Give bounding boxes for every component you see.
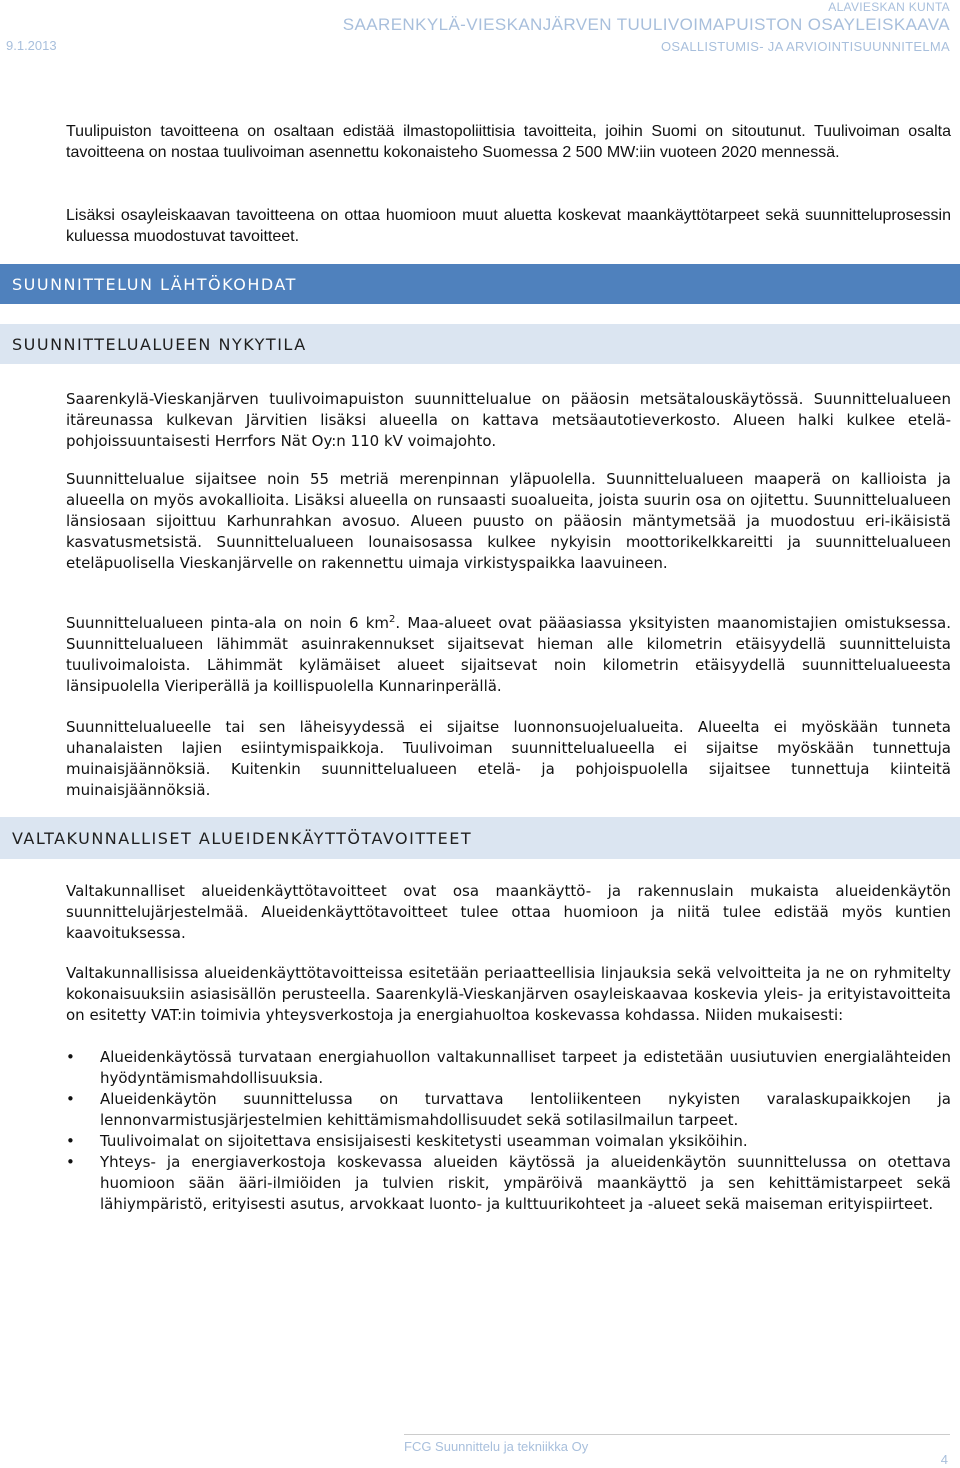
intro-paragraph-2: Lisäksi osayleiskaavan tavoitteena on ottaa huomioon muut aluetta koskevat maankäyttötarpeet sekä suunnitteluprosessin kuluessa muodostuvat tavoitteet.: [66, 207, 951, 245]
list-item: • Alueidenkäytön suunnittelussa on turvattava lentoliikenteen nykyisten varalaskupaikkojen ja lennonvarmistusjärjestelmien kehittämismahdollisuudet sekä sotilasilmailun tarpeet.: [66, 1089, 951, 1131]
vat-paragraph-2: Valtakunnallisissa alueidenkäyttötavoitteissa esitetään periaatteellisia linjauksia sekä velvoitteita ja ne on ryhmitelty kokonaisuuksiin asiasisällön perusteella. Saarenkylä-Vieskanjärven osayleiskaavaa koskevia yleis- ja erityistavoitteita on esitetty VAT:in toimivia yhteysverkostoja ja energiahuoltoa koskevassa kohdassa. Niiden mukaisesti:: [66, 964, 951, 1024]
footer-divider: [404, 1434, 950, 1435]
list-item: • Alueidenkäytössä turvataan energiahuollon valtakunnalliset tarpeet ja edistetään uusiutuvien energialähteiden hyödyntämismahdollisuuksia.: [66, 1047, 951, 1089]
header-organization: ALAVIESKAN KUNTA: [828, 0, 950, 14]
vat-paragraph-1: Valtakunnalliset alueidenkäyttötavoitteet ovat osa maankäyttö- ja rakennuslain mukaista alueidenkäytön suunnittelujärjestelmää. Alueidenkäyttötavoitteet tulee ottaa huomioon ja niitä tulee edistää myös kuntien kaavoituksessa.: [66, 882, 951, 942]
nykytila-paragraph-3: [66, 613, 951, 697]
nykytila-paragraph-1: Saarenkylä-Vieskanjärven tuulivoimapuiston suunnittelualue on pääosin metsätalouskäytössä. Suunnittelualueen itäreunassa kulkevan Järvitien lisäksi alueella on kattava metsäautotieverkosto. Alueen halki kulkee etelä-pohjoissuuntaisesti Herrfors Nät Oy:n 110 kV voimajohto.: [66, 390, 951, 450]
vat-bullet-list: [66, 1047, 951, 1215]
section-heading-alueidenkayttotavoitteet: VALTAKUNNALLISET ALUEIDENKÄYTTÖTAVOITTEET: [0, 817, 960, 859]
section-heading-lahtokohdat: SUUNNITTELUN LÄHTÖKOHDAT: [0, 264, 960, 304]
header-subtitle: OSALLISTUMIS- JA ARVIOINTISUUNNITELMA: [661, 39, 950, 54]
page-number: 4: [940, 1452, 948, 1467]
nykytila-paragraph-2: Suunnittelualue sijaitsee noin 55 metriä merenpinnan yläpuolella. Suunnittelualueen maaperä on kallioista ja alueella on myös avokallioita. Lisäksi alueella on runsaasti suoalueita, joista suurin osa on ojitettu. Suunnittelualueen länsiosaan sijoittuu Karhunrahkan avosuo. Alueen puusto on pääosin mäntymetsää ja muodostuu eri-ikäisistä kasvatusmetsistä. Suunnittelualueen lounaisosassa kulkee nykyisin moottorikelkkareitti ja suunnittelualueen eteläpuolisella Vieskanjärvelle on rakennettu uimaja virkistyspaikka laavuineen.: [66, 470, 951, 572]
area-text-end: . Maa-alueet ovat pääasiassa yksityisten maanomistajien omistuksessa. Suunnittelualueen lähimmät asuinrakennukset sijaitsevat hieman alle kilometrin etäisyydellä suunnitteluista tuulivoimaloista. Lähimmät kylämäiset alueet sijaitsevat noin kilometrin etäisyydellä suunnittelualueesta länsipuolella Vieriperällä ja koillispuolella Kunnarinperällä.: [66, 614, 952, 695]
intro-paragraph-1: Tuulipuiston tavoitteena on osaltaan edistää ilmastopoliittisia tavoitteita, joihin Suomi on sitoutunut. Tuulivoiman osalta tavoitteena on nostaa tuulivoiman asennettu kokonaisteho Suomessa 2 500 MW:iin vuoteen 2020 mennessä.: [66, 123, 951, 161]
header-date: 9.1.2013: [6, 38, 57, 53]
area-text-start: Suunnittelualueen pinta-ala on noin 6 km: [66, 614, 390, 632]
area-superscript: 2: [389, 614, 396, 625]
footer-company: FCG Suunnittelu ja tekniikka Oy: [404, 1439, 589, 1454]
header-title: SAARENKYLÄ-VIESKANJÄRVEN TUULIVOIMAPUISTON OSAYLEISKAAVA: [342, 15, 950, 34]
list-item: • Yhteys- ja energiaverkostoja koskevassa alueiden käytössä ja alueidenkäytön suunnittelussa on otettava huomioon sään ääri-ilmiöiden ja tulvien riskit, ympäröivä maankäyttö ja sen kehittämistarpeet sekä lähiympäristö, erityisesti asutus, arvokkaat luonto- ja kulttuurikohteet ja -alueet sekä maiseman erityispiirteet.: [66, 1152, 951, 1215]
list-item: • Tuulivoimalat on sijoitettava ensisijaisesti keskitetysti useamman voimalan yksiköihin.: [66, 1131, 951, 1152]
nykytila-paragraph-4: Suunnittelualueelle tai sen läheisyydessä ei sijaitse luonnonsuojelualueita. Alueelta ei myöskään tunneta uhanalaisten lajien esiintymispaikkoja. Tuulivoiman suunnittelualueella ei sijaitse myöskään tunnettuja muinaisjäännöksiä. Kuitenkin suunnittelualueen etelä- ja pohjoispuolella sijaitsee tunnettuja kiinteitä muinaisjäännöksiä.: [66, 718, 951, 799]
section-heading-nykytila: SUUNNITTELUALUEEN NYKYTILA: [0, 324, 960, 364]
